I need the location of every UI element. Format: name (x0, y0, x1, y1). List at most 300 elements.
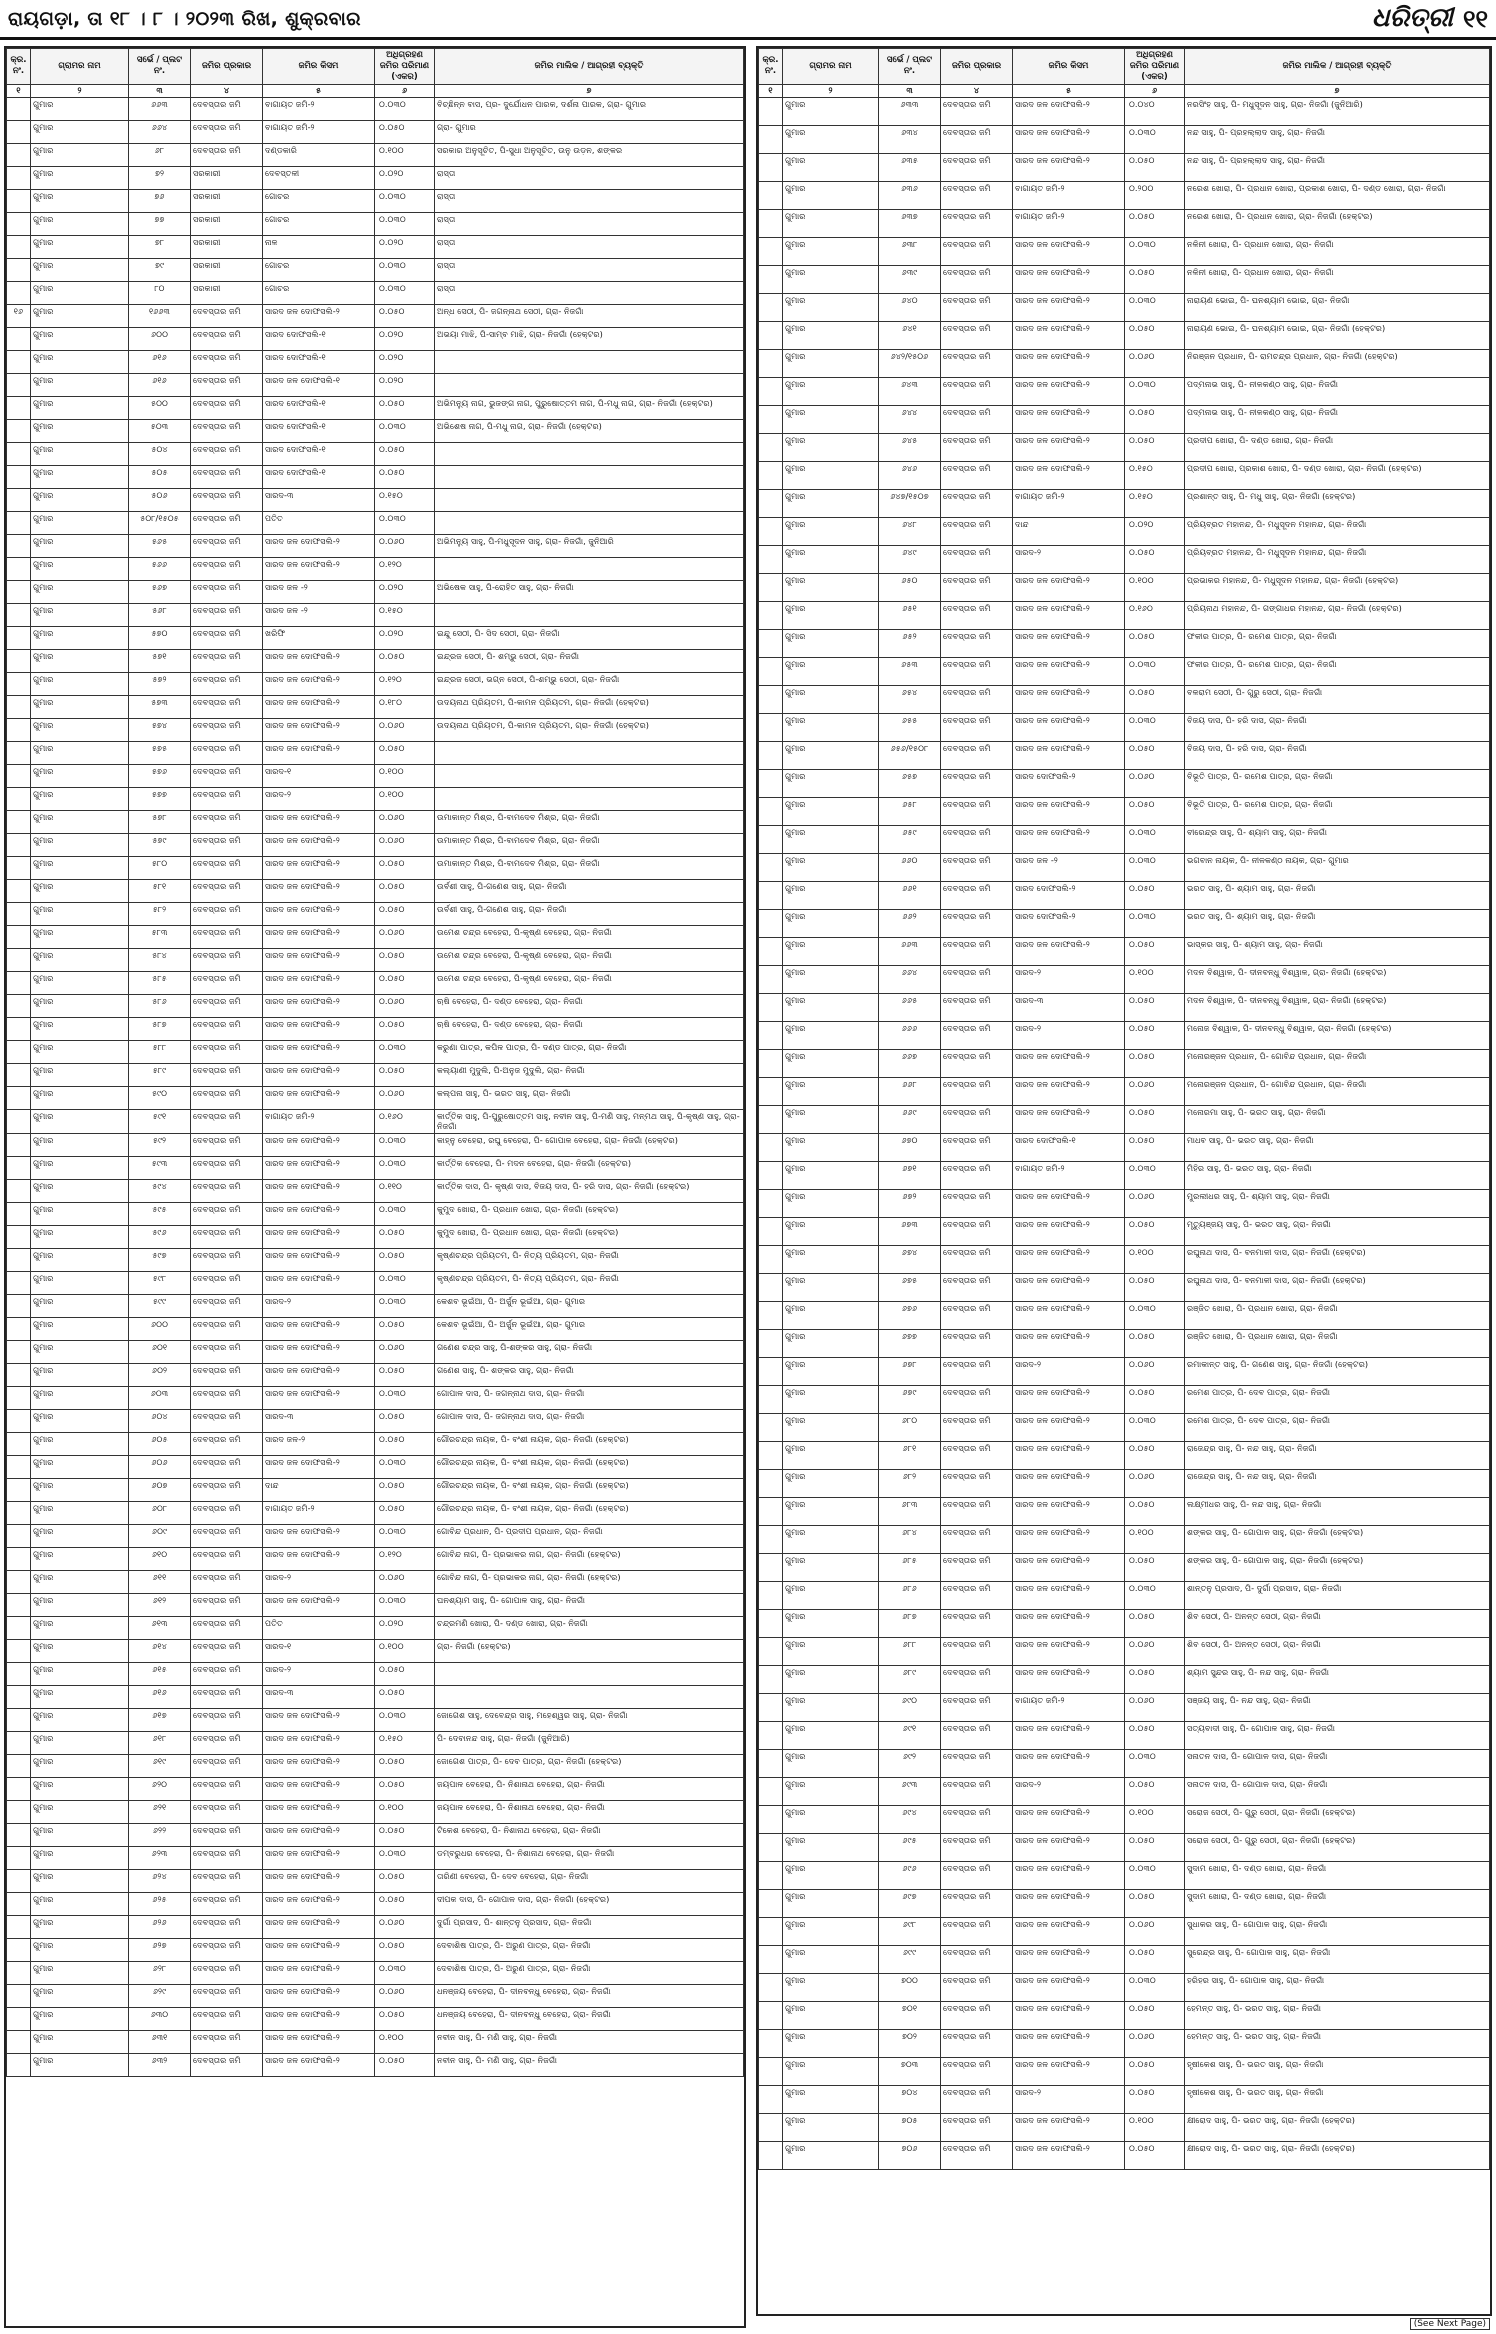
cell-sl (7, 1708, 31, 1731)
cell-village: ଗୁମାର (31, 925, 129, 948)
table-row (759, 1441, 1490, 1469)
cell-kisam: ସାରଦ ଜଳ ଦୋଫସଲି-୨ (1013, 1861, 1125, 1889)
cell-kisam: ବାଗାୟତ ଜମି-୨ (263, 97, 375, 120)
table-row (759, 1105, 1490, 1133)
cell-owner: ରଘୁନାଥ ଦାସ, ପି- ବନମାଳୀ ଦାସ, ଗ୍ରା- ନିଜଗାଁ (ହେକ୍ଟର) (1185, 1273, 1490, 1301)
cell-area: ୦.୦୫୦ (1125, 1609, 1185, 1637)
table-row (759, 1497, 1490, 1525)
cell-area: ୦.୦୬୦ (1125, 1637, 1185, 1665)
cell-type: ଦେବସ୍ତାର ଜମି (941, 1693, 1013, 1721)
cell-area: ୦.୦୬୦ (375, 1340, 435, 1363)
cell-kisam: ବାଗାୟତ ଜମି-୨ (1013, 209, 1125, 237)
cell-sl (7, 465, 31, 488)
cell-kisam: ସାରଦ ଜଳ ଦୋଫସଲି-୨ (1013, 1273, 1125, 1301)
cell-area: ୦.୦୫୦ (1125, 1497, 1185, 1525)
cell-type: ଦେବସ୍ତାର ଜମି (191, 1363, 263, 1386)
cell-village: ଗୁମାର (31, 1271, 129, 1294)
table-row (7, 626, 744, 649)
cell-village: ଗୁମାର (783, 1245, 879, 1273)
cell-sl (759, 97, 783, 125)
cell-owner: ଦେବାଶିଷ ପାତ୍ର, ପି- ଅରୁଣ ପାତ୍ର, ଗ୍ରା- ନିଜଗାଁ (435, 1961, 744, 1984)
cell-plot: ୬୦୦ (129, 327, 191, 350)
cell-plot: ୬୫୬/୧୫୦୮ (879, 741, 941, 769)
table-row (759, 1217, 1490, 1245)
cell-sl (7, 695, 31, 718)
table-row (7, 879, 744, 902)
cell-owner: ରମାକାନ୍ତ ସାହୁ, ପି- ଗଣେଶ ସାହୁ, ଗ୍ରା- ନିଜଗାଁ (ହେକ୍ଟର) (1185, 1357, 1490, 1385)
cell-kisam: ସାରଦ ଜଳ ଦୋଫସଲି-୨ (1013, 433, 1125, 461)
cell-plot: ୬୯୯ (879, 1945, 941, 1973)
cell-type: ସରକାରୀ (191, 235, 263, 258)
cell-type: ଦେବସ୍ତାର ଜମି (941, 1021, 1013, 1049)
cell-kisam: ସାରଦ ଦୋଫସଲି-୧ (263, 442, 375, 465)
table-row (7, 1040, 744, 1063)
cell-plot: ୬୬୧ (879, 881, 941, 909)
cell-plot: ୬୦୦ (129, 1317, 191, 1340)
cell-plot: ୬୮୨ (879, 1469, 941, 1497)
cell-area: ୦.୦୩୦ (1125, 237, 1185, 265)
cell-kisam: ସାରଦ ଜଳ ଦୋଫସଲି-୨ (263, 1984, 375, 2007)
cell-area: ୦.୧୮୦ (375, 695, 435, 718)
land-table-right-panel (756, 46, 1492, 2316)
cell-village: ଗୁମାର (31, 1892, 129, 1915)
cell-area: ୦.୦୫୦ (1125, 2141, 1185, 2169)
cell-village: ଗୁମାର (31, 603, 129, 626)
cell-owner: ହୃଷୀକେଶ ସାହୁ, ପି- ଭରତ ସାହୁ, ଗ୍ରା- ନିଜଗାଁ (1185, 2085, 1490, 2113)
table-row (7, 971, 744, 994)
cell-village: ଗୁମାର (783, 2057, 879, 2085)
cell-type: ଦେବସ୍ତାର ଜମି (941, 545, 1013, 573)
cell-sl (759, 405, 783, 433)
cell-kisam: ସାରଦ ଜଳ ଦୋଫସଲି-୨ (263, 1363, 375, 1386)
cell-type: ଦେବସ୍ତାର ଜମି (191, 1570, 263, 1593)
cell-village: ଗୁମାର (31, 97, 129, 120)
cell-plot: ୫୯୩ (129, 1156, 191, 1179)
cell-sl (7, 741, 31, 764)
table-row (7, 1455, 744, 1478)
table-row (7, 511, 744, 534)
cell-sl (7, 1156, 31, 1179)
masthead (1372, 3, 1488, 34)
table-row (759, 1553, 1490, 1581)
cell-owner: କରୁଣା ପାତ୍ର, କପିଳ ପାତ୍ର, ପି- ଦଣ୍ଡ ପାତ୍ର, ଗ୍ରା- ନିଜଗାଁ (435, 1040, 744, 1063)
cell-owner (435, 442, 744, 465)
cell-sl (759, 2057, 783, 2085)
dateline: ରାୟଗଡ଼ା, ତା ୧୮ । ୮ । ୨୦୨୩ ରିଖ, ଶୁକ୍ରବାର (8, 7, 361, 30)
cell-area: ୦.୦୬୦ (375, 718, 435, 741)
cell-kisam: ସାରଦ ଜଳ ଦୋଫସଲି-୨ (263, 741, 375, 764)
cell-village: ଗୁମାର (783, 1077, 879, 1105)
col-header: ଗ୍ରାମର ନାମ (783, 49, 879, 85)
cell-area: ୦.୦୬୦ (1125, 769, 1185, 797)
cell-kisam: ସାରଦ ଜଳ ଦୋଫସଲି-୨ (263, 718, 375, 741)
cell-owner: ଭରତ ସାହୁ, ପି- ଶ୍ୟାମ ସାହୁ, ଗ୍ରା- ନିଜଗାଁ (1185, 881, 1490, 909)
cell-sl (759, 293, 783, 321)
cell-owner (435, 373, 744, 396)
cell-sl (759, 629, 783, 657)
cell-area: ୦.୦୫୦ (375, 856, 435, 879)
cell-village: ଗୁମାର (31, 1501, 129, 1524)
table-row (7, 994, 744, 1017)
cell-type: ଦେବସ୍ତାର ଜମି (191, 2007, 263, 2030)
cell-type: ଦେବସ୍ତାର ଜମି (191, 1685, 263, 1708)
cell-village: ଗୁମାର (783, 377, 879, 405)
cell-kisam: ସାରଦ ଜଳ ଦୋଫସଲି-୨ (263, 1938, 375, 1961)
cell-area: ୦.୧୫୦ (375, 603, 435, 626)
table-row (7, 557, 744, 580)
cell-plot: ୬୮୯ (879, 1665, 941, 1693)
cell-area: ୦.୦୫୦ (1125, 629, 1185, 657)
cell-plot: ୬୩୫ (879, 153, 941, 181)
cell-village: ଗୁମାର (31, 1754, 129, 1777)
cell-type: ଦେବସ୍ତାର ଜମି (941, 461, 1013, 489)
cell-sl (7, 1938, 31, 1961)
cell-village: ଗୁମାର (783, 2141, 879, 2169)
table-row (7, 649, 744, 672)
table-row (7, 1109, 744, 1133)
cell-type: ଦେବସ୍ତାର ଜମି (191, 97, 263, 120)
table-row (7, 1294, 744, 1317)
cell-village: ଗୁମାର (31, 1017, 129, 1040)
cell-area: ୦.୦୫୦ (1125, 405, 1185, 433)
cell-type: ଦେବସ୍ତାର ଜମି (191, 1271, 263, 1294)
cell-plot: ୫୦୮/୧୫୦୫ (129, 511, 191, 534)
cell-owner: ନବୀନ ସାହୁ, ପି- ମଣି ସାହୁ, ଗ୍ରା- ନିଜଗାଁ (435, 2030, 744, 2053)
table-row (759, 573, 1490, 601)
cell-owner: କୁମୁଦ ଖୋରା, ପି- ପ୍ରଧାନ ଖୋରା, ଗ୍ରା- ନିଜଗାଁ (ହେକ୍ଟର) (435, 1202, 744, 1225)
cell-sl (759, 1021, 783, 1049)
cell-kisam: ସାରଦ ଜଳ ଦୋଫସଲି-୨ (1013, 1525, 1125, 1553)
cell-owner: ମନୋରଞ୍ଜନ ପ୍ରଧାନ, ପି- ଗୋବିନ୍ଦ ପ୍ରଧାନ, ଗ୍ରା- ନିଜଗାଁ (1185, 1077, 1490, 1105)
cell-plot: ୫୮୪ (129, 948, 191, 971)
cell-kisam: ସାରଦ ଜଳ ଦୋଫସଲି-୨ (263, 1340, 375, 1363)
cell-village: ଗୁମାର (31, 1570, 129, 1593)
cell-village: ଗୁମାର (783, 433, 879, 461)
cell-plot: ୬୪୩ (879, 377, 941, 405)
cell-owner: ଚନ୍ଦ୍ରମଣି ଖୋରା, ପି- ଦଣ୍ଡ ଖୋରା, ଗ୍ରା- ନିଜଗାଁ (435, 1616, 744, 1639)
cell-kisam: ସାରଦ ଜଳ ଦୋଫସଲି-୨ (263, 1086, 375, 1109)
cell-kisam: ସାରଦ ଜଳ ଦୋଫସଲି-୨ (1013, 461, 1125, 489)
cell-village: ଗୁମାର (31, 1869, 129, 1892)
cell-area: ୦.୦୩୦ (1125, 825, 1185, 853)
cell-type: ଦେବସ୍ତାର ଜମି (191, 1063, 263, 1086)
cell-owner: ଅଭିଶେଷ ନାଗ, ପି-ମଧୁ ନାଗ, ଗ୍ରା- ନିଜଗାଁ (ହେକ୍ଟର) (435, 419, 744, 442)
table-body-right (759, 97, 1490, 2169)
cell-plot: ୫୭୯ (129, 833, 191, 856)
cell-village: ଗୁମାର (31, 1708, 129, 1731)
cell-owner: ନଳିନୀ ଖୋରା, ପି- ପ୍ରଧାନ ଖୋରା, ଗ୍ରା- ନିଜଗାଁ (1185, 237, 1490, 265)
cell-area: ୦.୦୨୦ (1125, 517, 1185, 545)
cell-village: ଗୁମାର (31, 557, 129, 580)
cell-owner: ଦୀପକ ଦାସ, ପି- ଗୋପାଳ ଦାସ, ଗ୍ରା- ନିଜଗାଁ (ହେକ୍ଟର) (435, 1892, 744, 1915)
cell-plot: ୬୪୭/୧୫୦୭ (879, 489, 941, 517)
cell-owner: ତାରିଣୀ ବେହେରା, ପି- ଦେବ ବେହେରା, ଗ୍ରା- ନିଜଗାଁ (435, 1869, 744, 1892)
cell-owner: ଗଣେଶ ସାହୁ, ପି- ଶଙ୍କର ସାହୁ, ଗ୍ରା- ନିଜଗାଁ (435, 1363, 744, 1386)
table-row (759, 1301, 1490, 1329)
cell-sl (7, 1846, 31, 1869)
cell-sl (759, 1609, 783, 1637)
cell-area: ୦.୧୦୦ (1125, 1805, 1185, 1833)
table-row (759, 1805, 1490, 1833)
cell-kisam: ସାରଦ ଜଳ ଦୋଫସଲି-୨ (1013, 1469, 1125, 1497)
cell-sl (7, 902, 31, 925)
cell-sl (759, 489, 783, 517)
cell-village: ଗୁମାର (31, 672, 129, 695)
cell-area: ୦.୧୫୦ (375, 488, 435, 511)
cell-owner: ମନୋରମା ସାହୁ, ପି- ଭରତ ସାହୁ, ଗ୍ରା- ନିଜଗାଁ (1185, 1105, 1490, 1133)
newspaper-name: ଧରିତ୍ରୀ (1371, 3, 1453, 33)
cell-sl (759, 1553, 783, 1581)
cell-type: ଦେବସ୍ତାର ଜମି (191, 649, 263, 672)
cell-owner: ଜୋଗେଶ ସାହୁ, ଦେବେନ୍ଦ୍ର ସାହୁ, ମହେଶ୍ୱର ସାହୁ, ଗ୍ରା- ନିଜଗାଁ (435, 1708, 744, 1731)
cell-plot: ୬୫୧ (879, 601, 941, 629)
cell-village: ଗୁମାର (783, 181, 879, 209)
table-row (7, 1156, 744, 1179)
cell-plot: ୫୮୨ (129, 902, 191, 925)
cell-kisam: ସାରଦ ଜଳ ଦୋଫସଲି-୨ (263, 971, 375, 994)
cell-kisam: ସାରଦ ଦୋଫସଲି-୧ (263, 419, 375, 442)
cell-area: ୦.୦୩୦ (375, 419, 435, 442)
cell-village: ଗୁମାର (31, 143, 129, 166)
cell-area: ୦.୦୨୦ (375, 166, 435, 189)
cell-kisam: ସାରଦ ଜଳ ଦୋଫସଲି-୨ (1013, 1497, 1125, 1525)
cell-sl (7, 787, 31, 810)
cell-village: ଗୁମାର (783, 1693, 879, 1721)
cell-plot: ୫୦୪ (129, 442, 191, 465)
col-header: ଜମିର କିସମ (1013, 49, 1125, 85)
table-row (7, 787, 744, 810)
cell-area: ୦.୦୫୦ (375, 1478, 435, 1501)
table-row (7, 327, 744, 350)
table-row (759, 293, 1490, 321)
table-row (7, 1639, 744, 1662)
cell-plot: ୬୪୨/୧୫୦୬ (879, 349, 941, 377)
cell-plot: ୬୦୬ (129, 1455, 191, 1478)
cell-village: ଗୁମାର (783, 2001, 879, 2029)
cell-sl (7, 1179, 31, 1202)
cell-kisam: ସାରଦ ଜଳ ଦୋଫସଲି-୨ (1013, 825, 1125, 853)
cell-plot: ୫୯୯ (129, 1294, 191, 1317)
cell-sl (7, 1202, 31, 1225)
cell-plot: ୬୫୮ (879, 797, 941, 825)
cell-area: ୦.୦୩୦ (1125, 713, 1185, 741)
cell-type: ଦେବସ୍ତାର ଜମି (941, 2029, 1013, 2057)
cell-village: ଗୁମାର (783, 825, 879, 853)
table-row (7, 212, 744, 235)
cell-sl (759, 349, 783, 377)
table-row (7, 1478, 744, 1501)
cell-area: ୦.୦୪୦ (1125, 97, 1185, 125)
col-header: ଅଧିଗ୍ରହଣ ଜମିର ପରିମାଣ (ଏକର) (375, 49, 435, 85)
cell-owner: ବିଭୂତି ପାତ୍ର, ପି- ରମେଶ ପାତ୍ର, ଗ୍ରା- ନିଜଗାଁ (1185, 769, 1490, 797)
cell-type: ଦେବସ୍ତାର ଜମି (941, 1245, 1013, 1273)
cell-village: ଗୁମାର (783, 1525, 879, 1553)
cell-kisam: ସାରଦ ଜଳ ଦୋଫସଲି-୨ (1013, 153, 1125, 181)
cell-sl (7, 718, 31, 741)
cell-village: ଗୁମାର (783, 993, 879, 1021)
cell-plot: ୫୯୫ (129, 1202, 191, 1225)
cell-kisam: ସାରଦ ଜଳ ଦୋଫସଲି-୨ (263, 1225, 375, 1248)
cell-area: ୦.୧୦୦ (1125, 2113, 1185, 2141)
cell-kisam: ସାରଦ ଜଳ ଦୋଫସଲି-୨ (1013, 1553, 1125, 1581)
cell-kisam: ସାରଦ ଜଳ ଦୋଫସଲି-୨ (1013, 1077, 1125, 1105)
cell-sl (7, 948, 31, 971)
table-row (759, 1021, 1490, 1049)
cell-sl (759, 1105, 783, 1133)
cell-owner: ବଳରାମ ସେଠୀ, ପି- ଗୁରୁ ସେଠୀ, ଗ୍ରା- ନିଜଗାଁ (1185, 685, 1490, 713)
cell-sl (7, 1271, 31, 1294)
table-row (7, 1754, 744, 1777)
cell-area: ୦.୧୦୦ (1125, 1245, 1185, 1273)
cell-sl (759, 1525, 783, 1553)
table-row (7, 488, 744, 511)
cell-kisam: ସାରଦ ଜଳ -୨ (263, 580, 375, 603)
cell-type: ଦେବସ୍ତାର ଜମି (191, 2030, 263, 2053)
table-row (759, 1665, 1490, 1693)
cell-area: ୦.୦୫୦ (1125, 1273, 1185, 1301)
cell-kisam: ସାରଦ ଜଳ ଦୋଫସଲି-୨ (263, 557, 375, 580)
cell-sl (7, 2007, 31, 2030)
cell-owner (435, 465, 744, 488)
table-row (7, 1961, 744, 1984)
cell-village: ଗୁମାର (783, 657, 879, 685)
cell-village: ଗୁମାର (783, 1581, 879, 1609)
cell-owner: ଅଭିମନ୍ୟୁ ସାହୁ, ପି-ମଧୁସୂଦନ ସାହୁ, ଗ୍ରା- ନିଜଗାଁ, ଜୁନିଆରି (435, 534, 744, 557)
table-row (7, 304, 744, 327)
cell-kisam: ସାରଦ ଜଳ ଦୋଫସଲି-୨ (1013, 405, 1125, 433)
cell-area: ୦.୦୫୦ (375, 2007, 435, 2030)
table-row (7, 281, 744, 304)
cell-sl (7, 350, 31, 373)
cell-sl (759, 1581, 783, 1609)
cell-kisam: ସାରଦ ଜଳ ଦୋଫସଲି-୨ (1013, 1945, 1125, 1973)
cell-village: ଗୁମାର (783, 517, 879, 545)
cell-type: ଦେବସ୍ତାର ଜମି (191, 1915, 263, 1938)
cell-village: ଗୁମାର (31, 1915, 129, 1938)
cell-plot: ୬୬୩ (129, 97, 191, 120)
cell-sl (7, 258, 31, 281)
cell-type: ଦେବସ୍ତାର ଜମି (191, 1133, 263, 1156)
col-number: ୪ (941, 84, 1013, 97)
cell-owner (435, 764, 744, 787)
cell-area: ୦.୦୩୦ (375, 1593, 435, 1616)
cell-village: ଗୁମାର (783, 1833, 879, 1861)
cell-plot: ୬୯୬ (879, 1861, 941, 1889)
table-row (759, 321, 1490, 349)
cell-kisam: ବାଗାୟତ ଜମି-୨ (1013, 181, 1125, 209)
table-row (7, 1938, 744, 1961)
cell-sl (7, 1409, 31, 1432)
cell-type: ଦେବସ୍ତାର ଜମି (941, 1189, 1013, 1217)
table-row (7, 350, 744, 373)
table-row (759, 909, 1490, 937)
cell-area: ୦.୦୫୦ (1125, 937, 1185, 965)
cell-village: ଗୁମାର (783, 965, 879, 993)
cell-kisam: ଖରିଫି (263, 626, 375, 649)
cell-area: ୦.୦୫୦ (375, 1363, 435, 1386)
cell-kisam: ସାରଦ ଜଳ ଦୋଫସଲି-୨ (1013, 713, 1125, 741)
cell-kisam: ସାରଦ ଜଳ ଦୋଫସଲି-୨ (1013, 1749, 1125, 1777)
cell-village: ଗୁମାର (783, 713, 879, 741)
table-row (759, 937, 1490, 965)
col-number: ୩ (879, 84, 941, 97)
cell-village: ଗୁମାର (31, 120, 129, 143)
cell-village: ଗୁମାର (783, 405, 879, 433)
table-row (759, 349, 1490, 377)
cell-kisam: ଗୋଚର (263, 189, 375, 212)
cell-kisam: ଗୋଚର (263, 281, 375, 304)
cell-sl (759, 181, 783, 209)
cell-plot: ୬୧୬ (129, 350, 191, 373)
table-body-left (7, 97, 744, 2076)
cell-area: ୦.୦୫୦ (375, 442, 435, 465)
cell-type: ଦେବସ୍ତାର ଜମି (191, 350, 263, 373)
cell-kisam: ସାରଦ ଜଳ ଦୋଫସଲି-୨ (263, 649, 375, 672)
cell-type: ଦେବସ୍ତାର ଜମି (191, 1109, 263, 1133)
cell-sl (759, 461, 783, 489)
cell-sl (759, 1469, 783, 1497)
cell-type: ଦେବସ୍ତାର ଜମି (941, 1833, 1013, 1861)
cell-kisam: ସାରଦ ଜଳ ଦୋଫସଲି-୨ (1013, 1385, 1125, 1413)
cell-type: ଦେବସ୍ତାର ଜମି (191, 1086, 263, 1109)
table-row (7, 1363, 744, 1386)
cell-area: ୦.୧୧୦ (375, 1179, 435, 1202)
cell-owner: କ୍ଷୀରୋଦ ସାହୁ, ପି- ଭରତ ସାହୁ, ଗ୍ରା- ନିଜଗାଁ (ହେକ୍ଟର) (1185, 2113, 1490, 2141)
cell-kisam: ବାଗାୟତ ଜମି-୨ (1013, 1161, 1125, 1189)
cell-sl (7, 672, 31, 695)
cell-owner: ନନ୍ଦ ସାହୁ, ପି- ପ୍ରହଲ୍ଲାଦ ସାହୁ, ଗ୍ରା- ନିଜଗାଁ (1185, 153, 1490, 181)
table-row (759, 1161, 1490, 1189)
cell-sl (759, 1833, 783, 1861)
cell-village: ଗୁମାର (783, 1889, 879, 1917)
cell-plot: ୬୬୪ (879, 965, 941, 993)
cell-plot: ୬୧୮ (129, 1731, 191, 1754)
cell-kisam: ସାରଦ ଜଳ -୨ (263, 603, 375, 626)
cell-sl (759, 797, 783, 825)
cell-village: ଗୁମାର (31, 1662, 129, 1685)
table-row (7, 1869, 744, 1892)
cell-area: ୦.୦୩୦ (1125, 909, 1185, 937)
cell-owner: କେଶବ ଭୂଇଁଆ, ପି- ଅର୍ଜୁନ ଭୂଇଁଆ, ଗ୍ରା- ଗୁମାର (435, 1294, 744, 1317)
col-number: ୫ (1013, 84, 1125, 97)
table-row (759, 797, 1490, 825)
cell-type: ଦେବସ୍ତାର ଜମି (941, 1329, 1013, 1357)
cell-type: ଦେବସ୍ତାର ଜମି (941, 1665, 1013, 1693)
cell-owner: ସନାତନ ଦାସ, ପି- ଗୋପାଳ ଦାସ, ଗ୍ରା- ନିଜଗାଁ (1185, 1749, 1490, 1777)
cell-kisam: ପତିତ (263, 511, 375, 534)
cell-type: ଦେବସ୍ତାର ଜମି (941, 1553, 1013, 1581)
cell-plot: ୬୬୨ (879, 909, 941, 937)
cell-plot: ୬୧୫ (129, 1662, 191, 1685)
cell-sl (759, 1917, 783, 1945)
cell-type: ଦେବସ୍ତାର ଜମି (191, 488, 263, 511)
cell-area: ୦.୨୦୦ (1125, 181, 1185, 209)
cell-type: ଦେବସ୍ତାର ଜମି (191, 1616, 263, 1639)
cell-type: ଦେବସ୍ତାର ଜମି (941, 1413, 1013, 1441)
cell-village: ଗୁମାର (31, 1593, 129, 1616)
cell-village: ଗୁମାର (31, 534, 129, 557)
cell-kisam: ସାରଦ ଜଳ ଦୋଫସଲି-୨ (263, 1892, 375, 1915)
table-row (7, 1915, 744, 1938)
cell-type: ସରକାରୀ (191, 166, 263, 189)
cell-kisam: ସାରଦ ଜଳ ଦୋଫସଲି-୨ (263, 1869, 375, 1892)
cell-type: ଦେବସ୍ତାର ଜମି (191, 626, 263, 649)
cell-owner: ନରସିଂହ ସାହୁ, ପି- ମଧୁସୂଦନ ସାହୁ, ଗ୍ରା- ନିଜଗାଁ (ଜୁନିଆରି) (1185, 97, 1490, 125)
cell-village: ଗୁମାର (783, 1357, 879, 1385)
cell-area: ୦.୦୬୦ (1125, 1917, 1185, 1945)
cell-owner: ପଦ୍ମନାଭ ସାହୁ, ପି- ନୀଳକଣ୍ଠ ସାହୁ, ଗ୍ରା- ନିଜଗାଁ (1185, 405, 1490, 433)
cell-type: ଦେବସ୍ତାର ଜମି (191, 373, 263, 396)
